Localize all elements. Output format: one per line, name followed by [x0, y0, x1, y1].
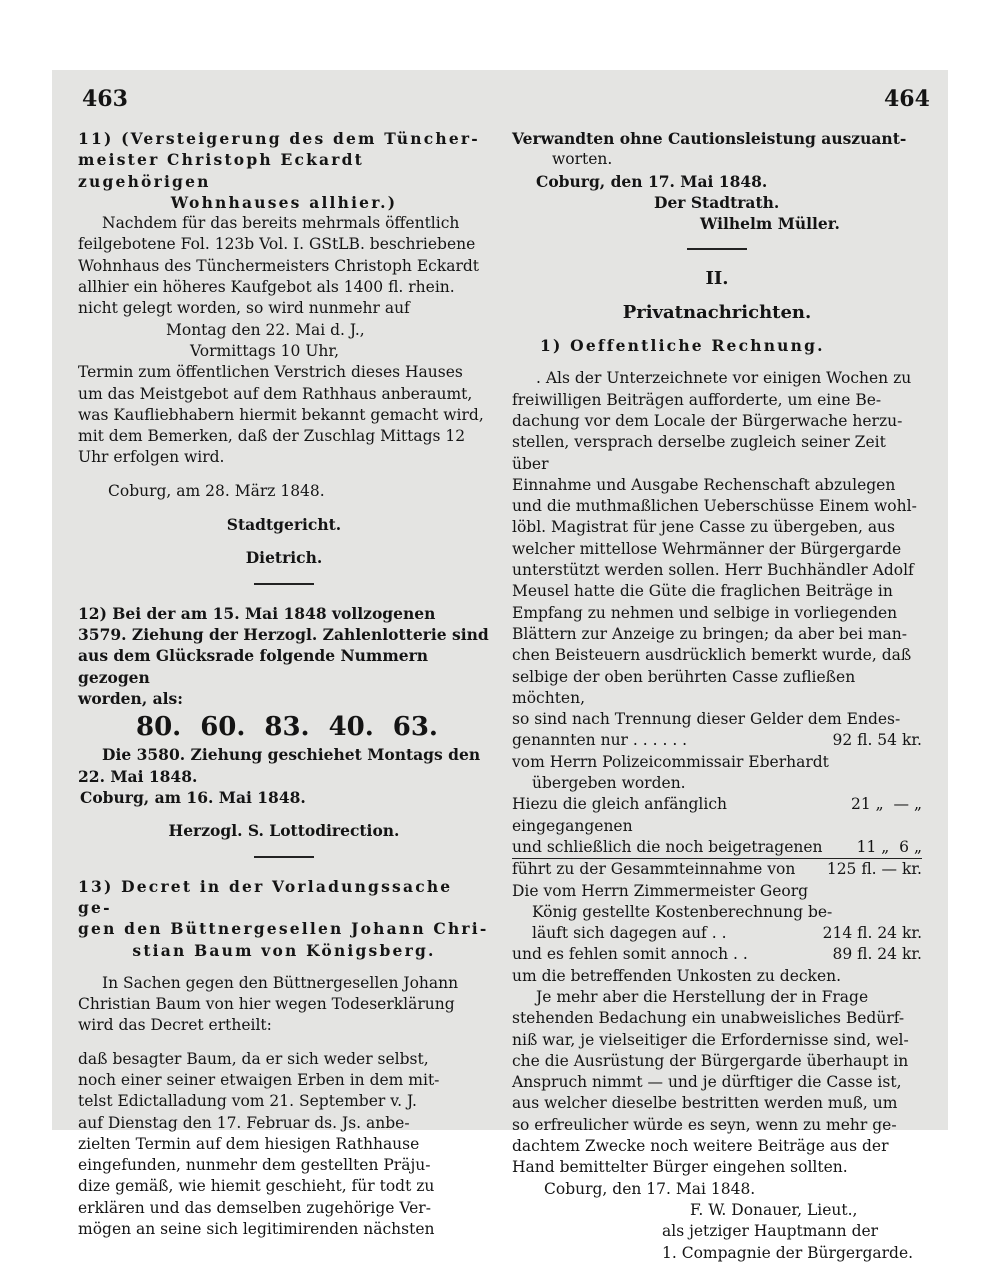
text-line: che die Ausrüstung der Bürgergarde überhaupt in	[512, 1051, 909, 1070]
issuer: Stadtgericht.	[226, 515, 342, 535]
text-line: erklären und das demselben zugehörige Ver-	[78, 1198, 431, 1217]
text-line: aus dem Glücksrade folgende Nummern gezogen	[78, 646, 429, 687]
text-line: 3579. Ziehung der Herzogl. Zahlenlotterie sind	[78, 624, 489, 644]
text-line: Blättern zur Anzeige zu bringen; da aber bei man-	[512, 624, 907, 643]
text-line: Uhr erfolgen wird.	[78, 448, 225, 467]
text-line: König gestellte Kostenberechnung be-	[532, 902, 833, 921]
text-line: noch einer seiner etwaigen Erben in dem mit-	[78, 1070, 440, 1089]
section-number: II.	[705, 268, 729, 290]
account-label: und es fehlen somit annoch . .	[512, 945, 748, 964]
signature-line: F. W. Donauer, Lieut.,	[690, 1200, 858, 1219]
text-line: niß war, je vielseitiger die Erfordernisse sind, wel-	[512, 1030, 909, 1049]
text-line: aus welcher dieselbe bestritten werden muß, um	[512, 1094, 898, 1113]
text-line: löbl. Magistrat für jene Casse zu übergeben, aus	[512, 518, 895, 537]
text-line: um die betreffenden Unkosten zu decken.	[512, 966, 842, 985]
text-line: Wohnhaus des Tünchermeisters Christoph Eckardt	[78, 256, 480, 275]
text-line: mögen an seine sich legitimirenden nächsten	[78, 1220, 435, 1239]
text-line: stellen, versprach derselbe zugleich seiner Zeit über	[512, 433, 886, 473]
divider	[687, 248, 747, 250]
text-line: Verwandten ohne Cautionsleistung auszuant-	[512, 129, 907, 148]
text-line: vom Herrn Polizeicommissair Eberhardt	[512, 752, 829, 771]
signer: Dietrich.	[245, 548, 323, 568]
notice-heading: 1) Oeffentliche Rechnung.	[540, 336, 825, 356]
page-number-right: 464	[884, 86, 930, 112]
text-line: Einnahme und Ausgabe Rechenschaft abzulegen	[512, 475, 896, 494]
account-value: 11 „ 6 „	[856, 837, 922, 856]
text-line: Termin zum öffentlichen Verstrich dieses Hauses	[78, 363, 463, 382]
text-line: und die muthmaßlichen Ueberschüsse Einem wohl-	[512, 497, 917, 516]
text-line: Meusel hatte die Güte die fraglichen Beiträge in	[512, 582, 893, 601]
account-value: 92 fl. 54 kr.	[832, 731, 922, 750]
page-number-left: 463	[82, 86, 128, 112]
notice-11	[78, 128, 490, 569]
text-line: stehenden Bedachung ein unabweisliches Bedürf-	[512, 1009, 905, 1028]
text-line: selbige der oben berührten Casse zufließen möchten,	[512, 667, 856, 707]
text-line: wird das Decret ertheilt:	[78, 1016, 272, 1035]
account-row	[512, 837, 922, 859]
account-label: führt zu der Gesammteinnahme von	[512, 860, 796, 879]
notice-heading-line: stian Baum von Königsberg.	[132, 940, 436, 960]
notice-heading-line: meister Christoph Eckardt zugehörigen	[78, 150, 365, 191]
signer: Wilhelm Müller.	[700, 214, 840, 234]
account-label: und schließlich die noch beigetragenen	[512, 837, 823, 856]
lottery-number: 80.	[136, 712, 182, 743]
text-line: Die 3580. Ziehung geschiehet Montags den	[102, 745, 481, 765]
text-line: unterstützt werden sollen. Herr Buchhändler Adolf	[512, 561, 914, 580]
issuer: Der Stadtrath.	[654, 192, 780, 212]
text-line: Hand bemittelter Bürger eingehen sollten.	[512, 1158, 848, 1177]
account-row	[512, 859, 922, 880]
divider	[254, 856, 314, 858]
text-line: In Sachen gegen den Büttnergesellen Johann	[102, 973, 459, 992]
place-date: Coburg, den 17. Mai 1848.	[536, 171, 768, 191]
place-date: Coburg, am 16. Mai 1848.	[80, 788, 306, 808]
text-line: allhier ein höheres Kaufgebot als 1400 fl. rhein.	[78, 278, 455, 297]
account-row	[512, 923, 922, 944]
text-line: Nachdem für das bereits mehrmals öffentlich	[102, 214, 460, 233]
text-line: übergeben worden.	[532, 774, 686, 793]
signature-line: 1. Compagnie der Bürgergarde.	[662, 1243, 914, 1262]
notice-heading-line: 11) (Versteigerung des dem Tüncher-	[78, 129, 480, 148]
right-column	[512, 128, 922, 1264]
lottery-number: 63.	[392, 712, 438, 743]
text-line: was Kaufliebhabern hiermit bekannt gemacht wird,	[78, 405, 484, 424]
text-line: Anspruch nimmt — und je dürftiger die Casse ist,	[512, 1073, 902, 1092]
signature-line: als jetziger Hauptmann der	[662, 1222, 879, 1241]
notice-12	[78, 603, 490, 842]
account-label: läuft sich dagegen auf . .	[532, 924, 727, 943]
text-line: daß besagter Baum, da er sich weder selbst,	[78, 1049, 429, 1068]
text-line: Die vom Herrn Zimmermeister Georg	[512, 881, 809, 900]
text-line: freiwilligen Beiträgen aufforderte, um eine Be-	[512, 390, 882, 409]
text-line: mit dem Bemerken, daß der Zuschlag Mittags 12	[78, 427, 466, 446]
account-row	[512, 944, 922, 965]
text-line: worten.	[552, 150, 613, 169]
text-line: 12) Bei der am 15. Mai 1848 vollzogenen	[78, 603, 436, 623]
lottery-number: 40.	[328, 712, 374, 743]
divider	[254, 583, 314, 585]
account-label: Hiezu die gleich anfänglich eingegangenen	[512, 795, 727, 835]
account-row	[512, 794, 922, 837]
text-line: 22. Mai 1848.	[78, 766, 198, 786]
account-value: 125 fl. — kr.	[826, 860, 922, 879]
text-line: auf Dienstag den 17. Februar ds. Js. anbe-	[78, 1113, 410, 1132]
auction-time: Vormittags 10 Uhr,	[190, 341, 339, 360]
text-line: feilgebotene Fol. 123b Vol. I. GStLB. beschriebene	[78, 235, 476, 254]
text-line: dachung vor dem Locale der Bürgerwache herzu-	[512, 411, 903, 430]
auction-date: Montag den 22. Mai d. J.,	[166, 320, 365, 339]
text-line: telst Edictalladung vom 21. September v. J.	[78, 1092, 417, 1111]
issuer: Herzogl. S. Lottodirection.	[168, 821, 400, 841]
account-row	[512, 730, 922, 751]
lottery-number: 60.	[200, 712, 246, 743]
text-line: zielten Termin auf dem hiesigen Rathhause	[78, 1134, 420, 1153]
text-line: nicht gelegt worden, so wird nunmehr auf	[78, 299, 410, 318]
account-value: 21 „ — „	[851, 795, 922, 814]
text-line: welcher mittellose Wehrmänner der Bürgergarde	[512, 539, 902, 558]
text-line: so sind nach Trennung dieser Gelder dem Endes-	[512, 710, 901, 729]
notice-heading-line: 13) Decret in der Vorladungssache ge-	[78, 876, 453, 917]
section-title: Privatnachrichten.	[622, 301, 812, 323]
text-line: chen Beisteuern ausdrücklich bemerkt wurde, daß	[512, 646, 912, 665]
place-date: Coburg, am 28. März 1848.	[108, 481, 325, 500]
text-line: Christian Baum von hier wegen Todeserklärung	[78, 995, 455, 1014]
left-column	[78, 128, 490, 1240]
text-line: Je mehr aber die Herstellung der in Frage	[536, 987, 869, 1006]
notice-heading-line: gen den Büttnergesellen Johann Chri-	[78, 919, 489, 939]
account-value: 214 fl. 24 kr.	[822, 924, 922, 943]
text-line: um das Meistgebot auf dem Rathhaus anberaumt,	[78, 384, 473, 403]
text-line: so erfreulicher würde es seyn, wenn zu mehr ge-	[512, 1115, 897, 1134]
notice-13	[78, 876, 490, 1241]
lottery-numbers	[78, 712, 490, 743]
text-line: worden, als:	[78, 688, 183, 708]
text-line: eingefunden, nunmehr dem gestellten Präju-	[78, 1156, 431, 1175]
account-value: 89 fl. 24 kr.	[832, 945, 922, 964]
text-line: dachtem Zwecke noch weitere Beiträge aus der	[512, 1137, 889, 1156]
lottery-number: 83.	[264, 712, 310, 743]
account-label: genannten nur . . . . . .	[512, 731, 688, 750]
text-line: dize gemäß, wie hiemit geschieht, für todt zu	[78, 1177, 435, 1196]
notice-heading-line: Wohnhauses allhier.)	[170, 192, 398, 212]
place-date: Coburg, den 17. Mai 1848.	[544, 1179, 756, 1198]
text-line: Empfang zu nehmen und selbige in vorliegenden	[512, 603, 898, 622]
text-line: . Als der Unterzeichnete vor einigen Wochen zu	[536, 369, 912, 388]
